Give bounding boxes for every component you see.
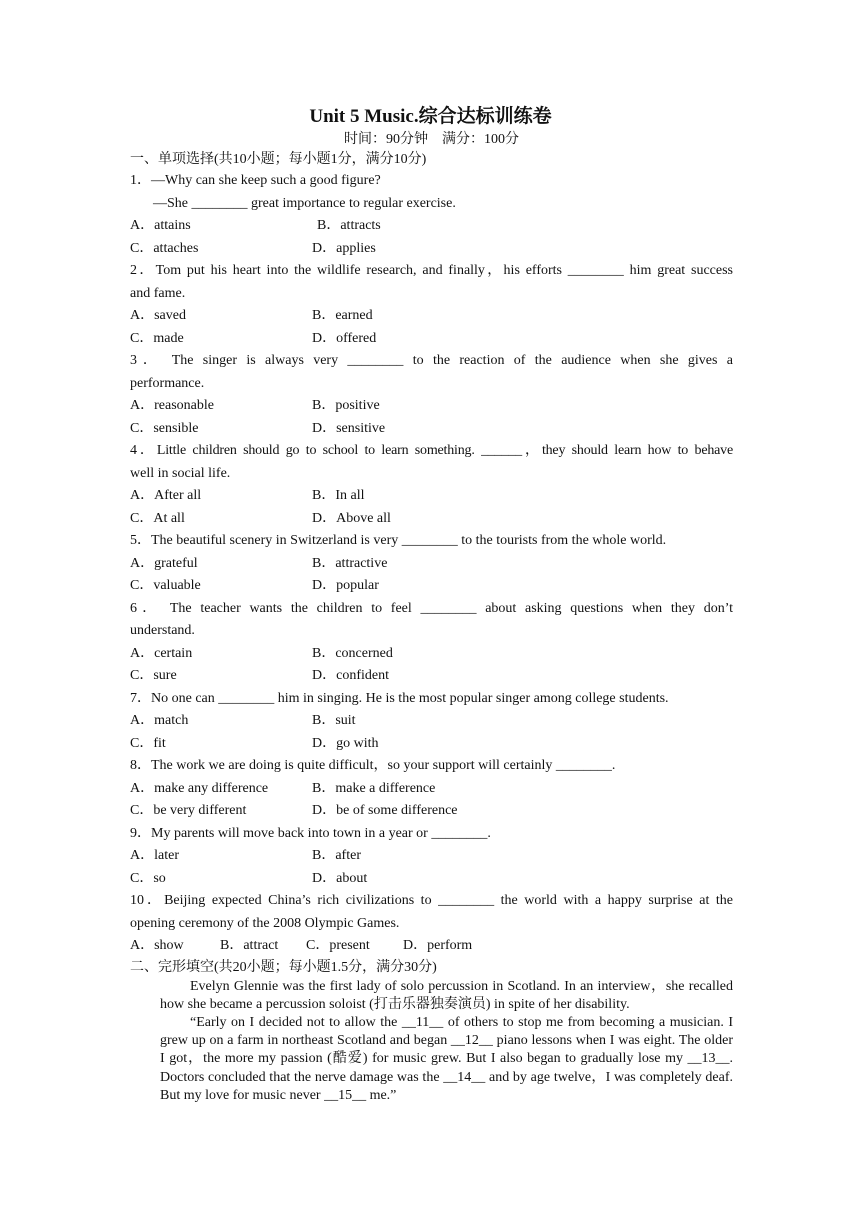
question-stem: 5．The beautiful scenery in Switzerland is very ________ to the tourists from the whole world.: [130, 533, 667, 548]
options-row: [130, 305, 733, 328]
options-row: [130, 643, 733, 666]
option-b[interactable]: B．make a difference: [312, 780, 436, 796]
exam-page: [130, 104, 733, 1105]
option-a[interactable]: A．certain: [130, 645, 193, 661]
cloze-passage: [160, 978, 733, 1105]
question-2: [130, 260, 733, 350]
question-6: [130, 598, 733, 688]
option-c[interactable]: C．made: [130, 330, 184, 346]
section-heading-cloze: 二、完形填空(共20小题；每小题1.5分，满分30分): [130, 959, 437, 975]
question-stem: 1．—Why can she keep such a good figure?: [130, 173, 381, 188]
option-d[interactable]: D．go with: [312, 735, 379, 751]
option-d[interactable]: D．about: [312, 870, 368, 886]
option-a[interactable]: A．show: [130, 938, 184, 953]
options-row: [130, 508, 733, 531]
options-row: [130, 868, 733, 891]
options-row: [130, 935, 733, 958]
option-b[interactable]: B．suit: [312, 713, 356, 728]
section-heading-multiple-choice: 一、单项选择(共10小题；每小题1分，满分10分): [130, 152, 427, 167]
options-row: [130, 238, 733, 261]
question-stem: 10．Beijing expected China’s rich civilizations to ________ the world with a happy surprise at the: [130, 893, 733, 908]
options-row: [130, 215, 733, 238]
option-c[interactable]: C．present: [306, 938, 370, 953]
option-d[interactable]: D．perform: [403, 938, 473, 953]
option-d[interactable]: D．offered: [312, 330, 377, 346]
option-c[interactable]: C．sensible: [130, 420, 199, 436]
option-c[interactable]: C．so: [130, 870, 166, 886]
question-3: [130, 350, 733, 440]
question-stem: 7．No one can ________ him in singing. He is the most popular singer among college students.: [130, 690, 669, 706]
question-5: [130, 530, 733, 598]
option-b[interactable]: B．attractive: [312, 555, 388, 571]
option-b[interactable]: B．positive: [312, 398, 380, 413]
options-row: [130, 418, 733, 441]
option-b[interactable]: B．attract: [220, 938, 279, 953]
options-row: [130, 733, 733, 756]
options-row: [130, 665, 733, 688]
options-row: [130, 710, 733, 733]
options-row: [130, 395, 733, 418]
option-a[interactable]: A．After all: [130, 488, 202, 503]
option-c[interactable]: C．attaches: [130, 240, 199, 256]
options-row: [130, 485, 733, 508]
question-7: [130, 688, 733, 756]
exam-time-and-score: 时间：90分钟 满分：100分: [344, 132, 519, 147]
option-b[interactable]: B．In all: [312, 488, 365, 503]
option-a[interactable]: A．later: [130, 848, 179, 863]
options-row: [130, 845, 733, 868]
question-stem: 9．My parents will move back into town in a year or ________.: [130, 825, 491, 841]
passage-paragraph-1: Evelyn Glennie was the first lady of solo percussion in Scotland. In an interview，she recalled how she became a percussion soloist (打击乐器独奏演员) in spite of her disability.: [160, 978, 733, 1012]
option-a[interactable]: A．grateful: [130, 555, 198, 571]
option-a[interactable]: A．make any difference: [130, 780, 269, 796]
option-d[interactable]: D．be of some difference: [312, 803, 458, 818]
option-b[interactable]: B．attracts: [317, 218, 381, 233]
question-10: [130, 890, 733, 958]
option-b[interactable]: B．earned: [312, 308, 373, 323]
question-9: [130, 823, 733, 891]
page-title: Unit 5 Music.综合达标训练卷: [309, 106, 552, 127]
options-row: [130, 553, 733, 576]
option-b[interactable]: B．after: [312, 848, 361, 863]
question-stem: 6． The teacher wants the children to feel ________ about asking questions when they don’t: [130, 600, 733, 616]
option-c[interactable]: C．valuable: [130, 578, 201, 593]
question-stem: opening ceremony of the 2008 Olympic Games.: [130, 915, 400, 931]
option-d[interactable]: D．confident: [312, 668, 389, 683]
option-d[interactable]: D．sensitive: [312, 420, 386, 436]
option-c[interactable]: C．fit: [130, 735, 166, 751]
question-stem: 8．The work we are doing is quite difficult，so your support will certainly ________.: [130, 758, 616, 773]
question-stem: well in social life.: [130, 465, 231, 481]
question-stem: understand.: [130, 623, 195, 638]
question-8: [130, 755, 733, 823]
options-row: [130, 575, 733, 598]
option-d[interactable]: D．applies: [312, 240, 376, 256]
option-d[interactable]: D．popular: [312, 578, 379, 593]
question-4: [130, 440, 733, 530]
option-c[interactable]: C．sure: [130, 668, 177, 683]
question-stem: 2．Tom put his heart into the wildlife research, and finally，his efforts ________ him great success: [130, 263, 733, 278]
option-d[interactable]: D．Above all: [312, 510, 391, 526]
question-stem: performance.: [130, 375, 205, 391]
option-a[interactable]: A．attains: [130, 218, 191, 233]
options-row: [130, 328, 733, 351]
option-a[interactable]: A．saved: [130, 308, 186, 323]
option-c[interactable]: C．At all: [130, 510, 185, 526]
option-c[interactable]: C．be very different: [130, 803, 247, 818]
passage-paragraph-2: “Early on I decided not to allow the __11__ of others to stop me from becoming a musician. I grew up on a farm in northeast Scotland and began __12__ piano lessons when I was eight. The older I got，the more my passion (酷爱) for music grew. But I also began to gradually lose my __13__. Doctors concluded that the nerve damage was the __14__ and by age twelve，I was completely deaf. But my love for music never __15__ me.”: [160, 1014, 733, 1103]
options-row: [130, 800, 733, 823]
options-row: [130, 778, 733, 801]
question-stem: 4．Little children should go to school to learn something. ______，they should learn how to behave: [130, 443, 733, 458]
question-stem: 3． The singer is always very ________ to the reaction of the audience when she gives a: [130, 353, 733, 368]
option-a[interactable]: A．match: [130, 713, 189, 728]
option-b[interactable]: B．concerned: [312, 645, 393, 661]
question-stem: and fame.: [130, 285, 186, 301]
question-stem: —She ________ great importance to regular exercise.: [153, 195, 456, 211]
option-a[interactable]: A．reasonable: [130, 398, 214, 413]
question-1: [130, 170, 733, 260]
